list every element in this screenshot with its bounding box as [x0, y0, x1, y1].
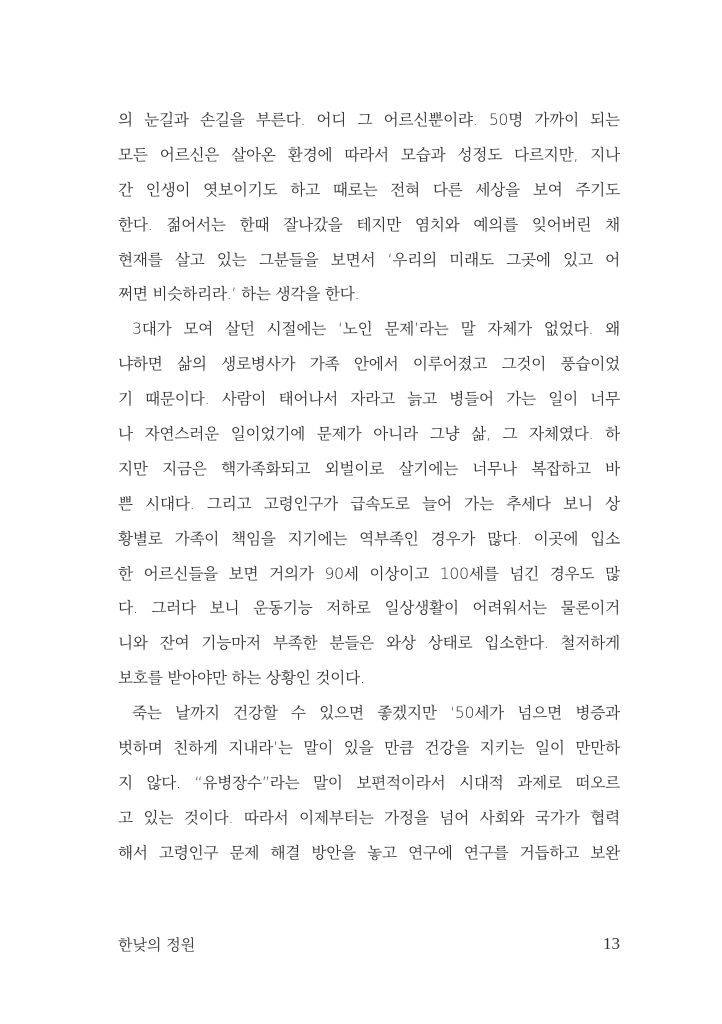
text-line: 간 인생이 엿보이기도 하고 때로는 전혀 다른 세상을 보여 주기도	[118, 180, 620, 199]
text-line: 죽는 날까지 건강할 수 있으면 좋겠지만 ‘50세가 넘으면 병증과	[132, 704, 620, 723]
text-line: 쩌면 비슷하리라.’ 하는 생각을 한다.	[118, 285, 360, 304]
text-line: 황별로 가족이 책임을 지기에는 역부족인 경우가 많다. 이곳에 입소	[118, 529, 620, 548]
text-line: 쁜 시대다. 그리고 고령인구가 급속도로 늘어 가는 추세다 보니 상	[118, 494, 620, 513]
text-line: 냐하면 삶의 생로병사가 가족 안에서 이루어졌고 그것이 풍습이었	[118, 355, 620, 374]
text-line: 벗하며 친하게 지내라’는 말이 있을 만큼 건강을 지키는 일이 만만하	[118, 739, 620, 758]
text-line: 다. 그러다 보니 운동기능 저하로 일상생활이 어려워서는 물론이거	[118, 599, 620, 618]
text-line: 한다. 젊어서는 한때 잘나갔을 테지만 염치와 예의를 잊어버린 채	[118, 215, 620, 234]
text-line: 나 자연스러운 일이었기에 문제가 아니라 그냥 삶, 그 자체였다. 하	[118, 425, 620, 444]
text-line: 니와 잔여 기능마저 부족한 분들은 와상 상태로 입소한다. 철저하게	[118, 634, 620, 653]
page-number: 13	[603, 934, 620, 953]
text-line: 의 눈길과 손길을 부른다. 어디 그 어르신뿐이랴. 50명 가까이 되는	[118, 111, 620, 129]
text-line: 3대가 모여 살던 시절에는 ‘노인 문제’라는 말 자체가 없었다. 왜	[132, 320, 620, 339]
text-line: 지만 지금은 핵가족화되고 외벌이로 살기에는 너무나 복잡하고 바	[118, 459, 620, 478]
text-line: 보호를 받아야만 하는 상황인 것이다.	[118, 669, 365, 688]
text-line: 한 어르신들을 보면 거의가 90세 이상이고 100세를 넘긴 경우도 많	[118, 564, 620, 583]
text-line: 해서 고령인구 문제 해결 방안을 놓고 연구에 연구를 거듭하고 보완	[118, 843, 620, 862]
text-line: 고 있는 것이다. 따라서 이제부터는 가정을 넘어 사회와 국가가 협력	[118, 808, 620, 827]
running-title: 한낮의 정원	[118, 935, 196, 954]
text-line: 지 않다. “유병장수”라는 말이 보편적이라서 시대적 과제로 떠오르	[118, 773, 620, 792]
text-line: 현재를 살고 있는 그분들을 보면서 ‘우리의 미래도 그곳에 있고 어	[118, 250, 620, 269]
page-footer	[118, 930, 620, 958]
text-line: 모든 어르신은 살아온 환경에 따라서 모습과 성정도 다르지만, 지나	[118, 145, 620, 164]
body-text	[118, 103, 620, 871]
text-line: 기 때문이다. 사람이 태어나서 자라고 늙고 병들어 가는 일이 너무	[118, 390, 620, 409]
